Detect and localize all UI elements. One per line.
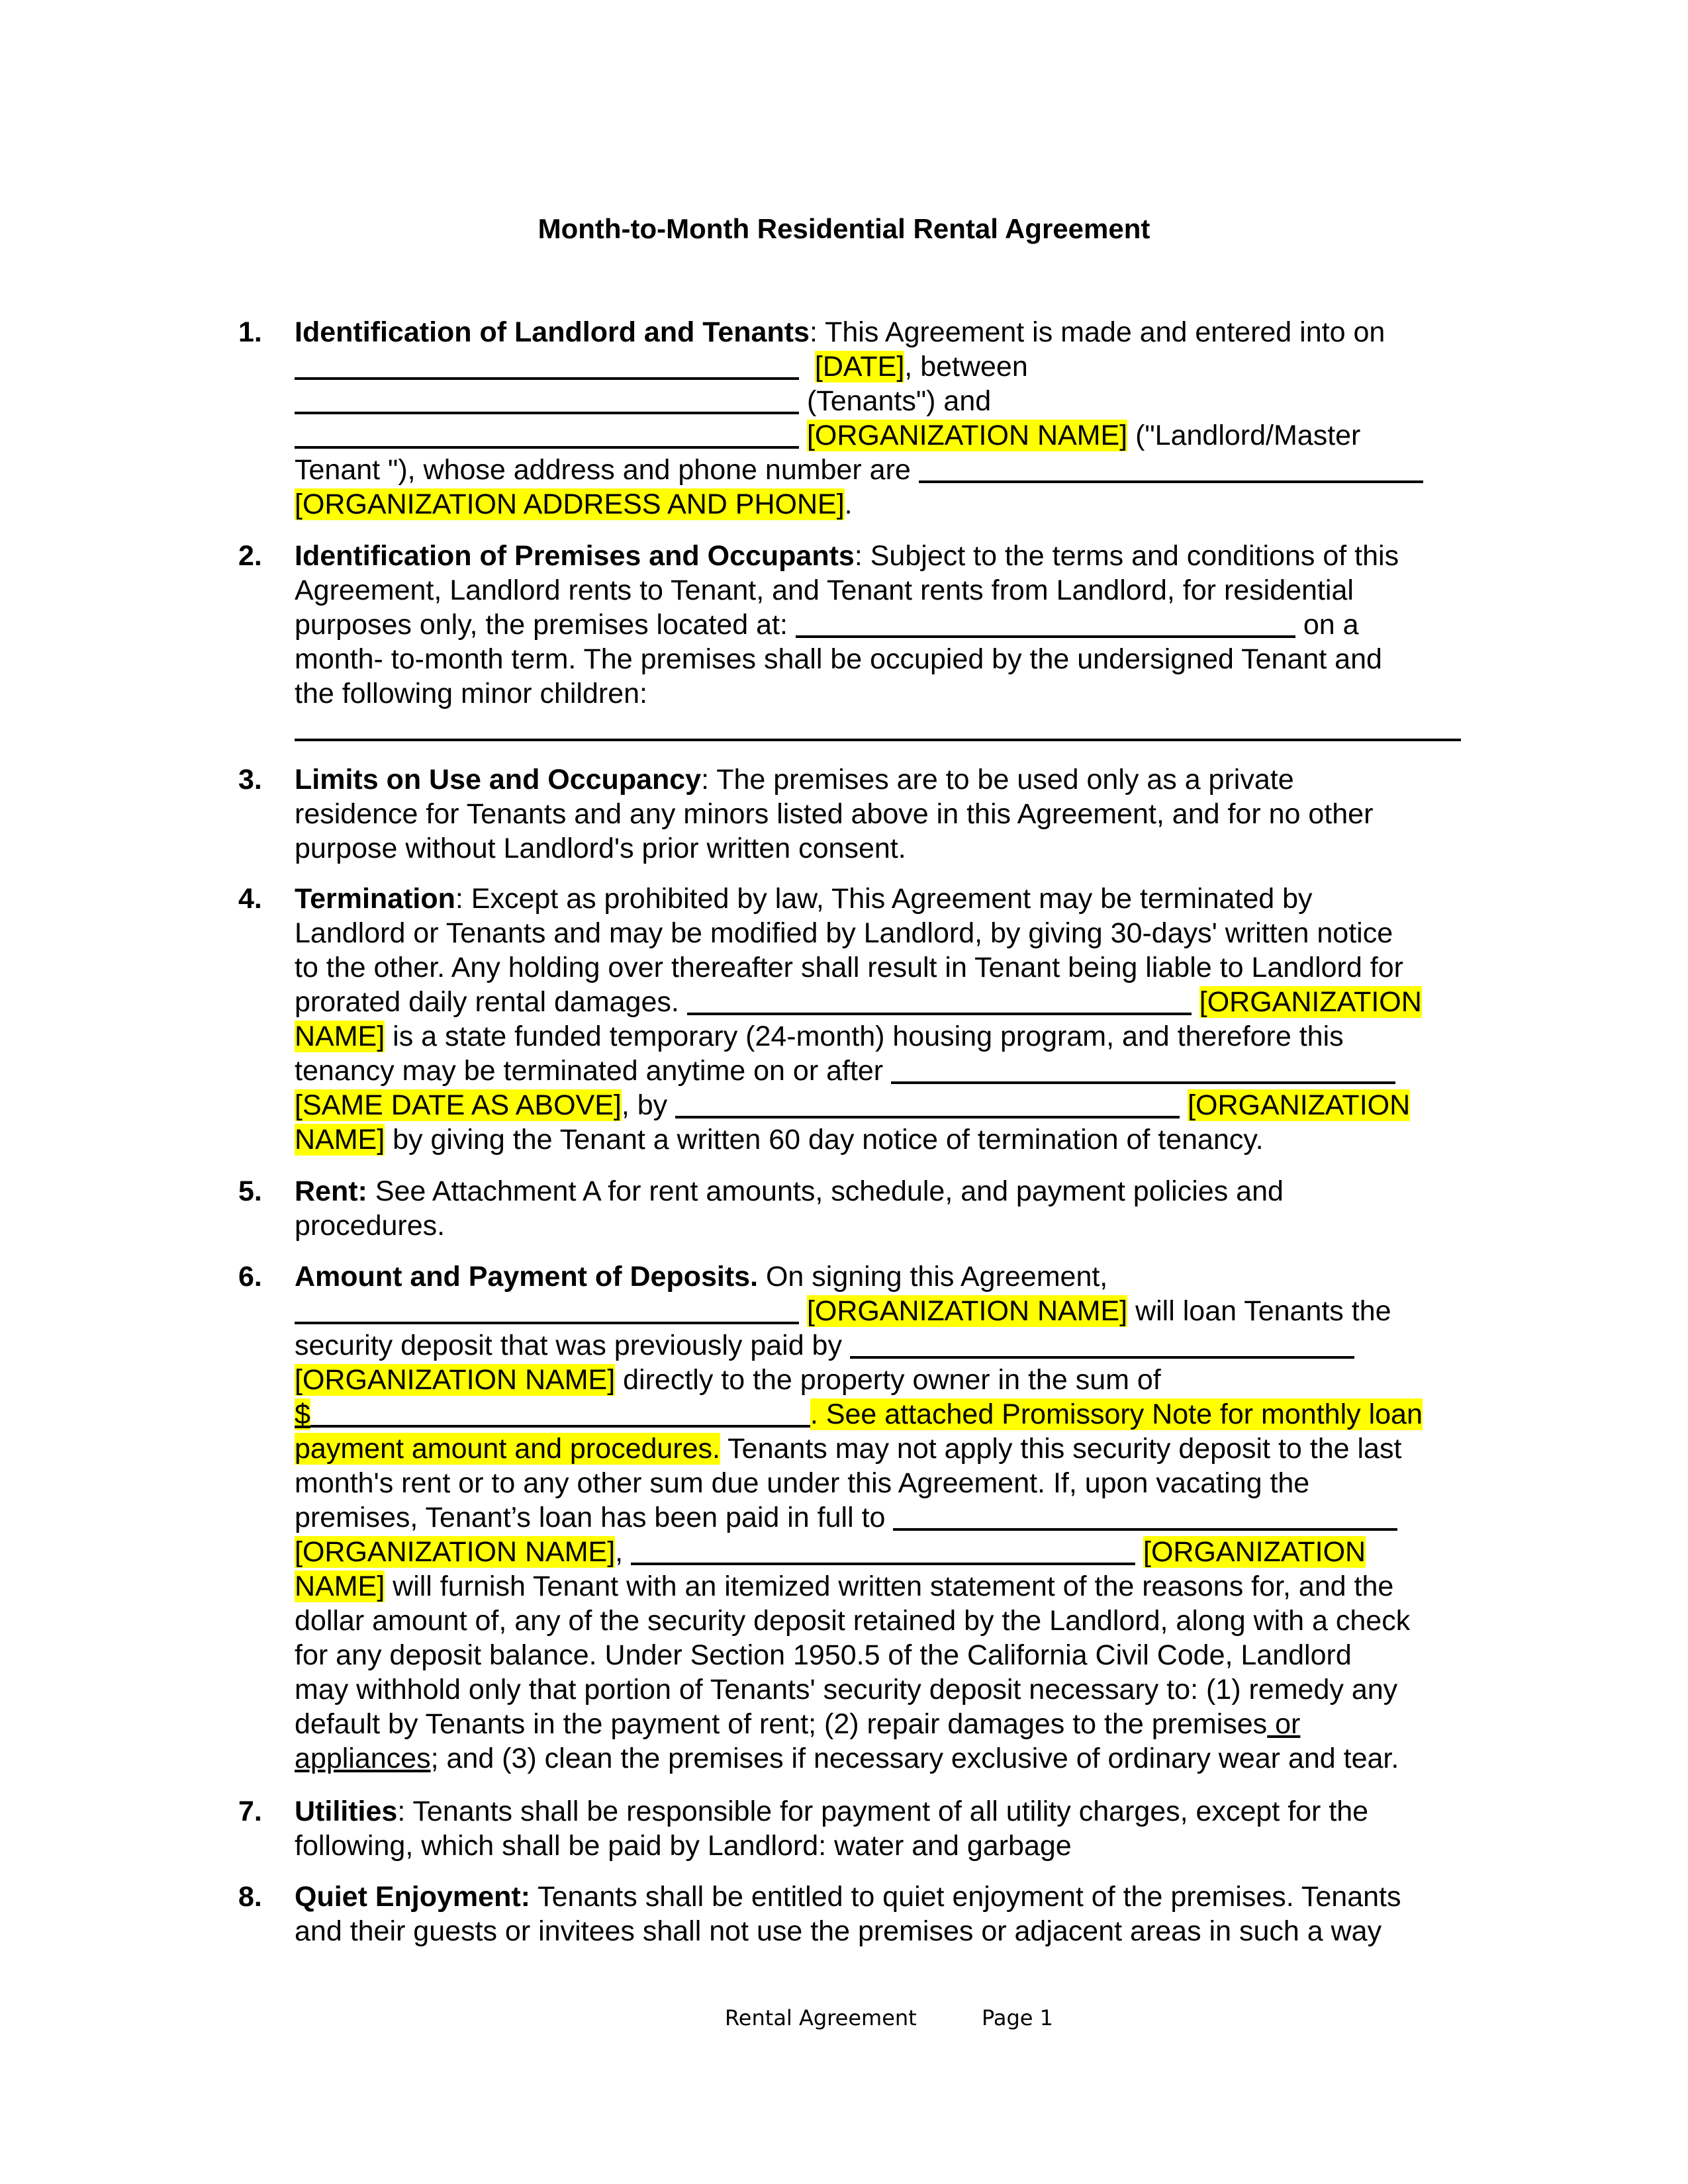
text: tenancy may be terminated anytime on or after [295, 1055, 892, 1087]
blank-field[interactable] [687, 986, 1192, 1015]
section-heading: Limits on Use and Occupancy [295, 764, 702, 796]
section-number: 5. [238, 1175, 262, 1207]
text: to the other. Any holding over thereafter shall result in Tenant being liable to Landlord for [295, 952, 1403, 983]
section-heading: Rent: [295, 1175, 367, 1207]
placeholder-org-address: [ORGANIZATION ADDRESS AND PHONE] [295, 488, 845, 520]
section-heading: Identification of Premises and Occupants [295, 540, 855, 572]
placeholder-org-name: [ORGANIZATION [1143, 1536, 1366, 1568]
blank-landlord-field[interactable] [295, 420, 799, 449]
blank-deposit-amount-field[interactable] [310, 1398, 810, 1428]
dollar-sign: $ [295, 1398, 310, 1430]
blank-premises-address-field[interactable] [796, 609, 1295, 638]
section-number: 7. [238, 1796, 262, 1827]
section-heading: Utilities [295, 1796, 398, 1827]
blank-field[interactable] [850, 1330, 1354, 1359]
text: on a [1295, 609, 1359, 641]
text: On signing this Agreement, [758, 1261, 1108, 1293]
text: premises, Tenant’s loan has been paid in full to [295, 1502, 894, 1533]
section-heading: Termination [295, 883, 455, 915]
promissory-note-text: payment amount and procedures. [295, 1433, 721, 1465]
section-number: 2. [238, 540, 262, 572]
text: Tenants shall be entitled to quiet enjoyment of the premises. Tenants [530, 1881, 1401, 1913]
blank-date-field[interactable] [295, 351, 799, 380]
section-heading: Quiet Enjoyment: [295, 1881, 530, 1913]
document-title: Month-to-Month Residential Rental Agreement [538, 213, 1150, 244]
text: (Tenants") and [806, 385, 992, 417]
text: purpose without Landlord's prior written consent. [295, 833, 906, 864]
text: : Tenants shall be responsible for payment of all utility charges, except for the [397, 1796, 1369, 1827]
text: default by Tenants in the payment of rent; (2) repair damages to the premises [295, 1708, 1268, 1740]
placeholder-same-date: [SAME DATE AS ABOVE] [295, 1089, 622, 1121]
text: procedures. [295, 1210, 445, 1242]
underlined-text: appliances [295, 1743, 431, 1774]
placeholder-date: [DATE] [814, 351, 905, 383]
text: and their guests or invitees shall not use the premises or adjacent areas in such a way [295, 1915, 1382, 1947]
text: , [615, 1536, 632, 1568]
section-number: 1. [238, 316, 262, 348]
text: , between [904, 351, 1028, 383]
text: residence for Tenants and any minors listed above in this Agreement, and for no other [295, 798, 1374, 830]
blank-field[interactable] [893, 1502, 1397, 1531]
placeholder-org-name: NAME] [295, 1021, 385, 1052]
blank-field[interactable] [675, 1089, 1180, 1118]
placeholder-org-name: NAME] [295, 1570, 385, 1602]
blank-field[interactable] [631, 1536, 1135, 1565]
placeholder-org-name: [ORGANIZATION NAME] [806, 420, 1128, 451]
text: will furnish Tenant with an itemized written statement of the reasons for, and the [385, 1570, 1394, 1602]
text: Tenants may not apply this security deposit to the last [720, 1433, 1402, 1465]
text: ; and (3) clean the premises if necessary exclusive of ordinary wear and tear. [430, 1743, 1399, 1774]
section-number: 6. [238, 1261, 262, 1293]
underlined-text: or [1267, 1708, 1301, 1740]
promissory-note-text: . See attached Promissory Note for monthly loan [810, 1398, 1423, 1430]
blank-address-field[interactable] [919, 454, 1423, 483]
section-number: 4. [238, 883, 262, 915]
text: is a state funded temporary (24-month) housing program, and therefore this [385, 1021, 1344, 1052]
text: : This Agreement is made and entered into on [809, 316, 1385, 348]
text: will loan Tenants the [1127, 1295, 1391, 1327]
text: : Except as prohibited by law, This Agreement may be terminated by [455, 883, 1313, 915]
text: following, which shall be paid by Landlord: water and garbage [295, 1830, 1072, 1862]
text: month- to-month term. The premises shall be occupied by the undersigned Tenant and [295, 643, 1382, 675]
text: : Subject to the terms and conditions of this [854, 540, 1399, 572]
text: , by [621, 1089, 676, 1121]
text: by giving the Tenant a written 60 day notice of termination of tenancy. [385, 1124, 1264, 1156]
footer-document-name: Rental Agreement [725, 2005, 917, 2030]
placeholder-org-name: [ORGANIZATION NAME] [295, 1536, 616, 1568]
text: dollar amount of, any of the security deposit retained by the Landlord, along with a check [295, 1605, 1411, 1637]
text: for any deposit balance. Under Section 1950.5 of the California Civil Code, Landlord [295, 1639, 1352, 1671]
footer-page-number: Page 1 [982, 2005, 1053, 2030]
text: See Attachment A for rent amounts, schedule, and payment policies and [367, 1175, 1284, 1207]
section-number: 8. [238, 1881, 262, 1913]
text: the following minor children: [295, 678, 647, 709]
text: Tenant "), whose address and phone number are [295, 454, 919, 486]
placeholder-org-name: [ORGANIZATION [1199, 986, 1422, 1018]
text: ("Landlord/Master [1127, 420, 1361, 451]
text: : The premises are to be used only as a private [701, 764, 1294, 796]
blank-tenants-field[interactable] [295, 385, 799, 414]
placeholder-org-name: [ORGANIZATION NAME] [806, 1295, 1128, 1327]
text: may withhold only that portion of Tenants' security deposit necessary to: (1) remedy any [295, 1674, 1398, 1706]
blank-minor-children-field[interactable] [295, 712, 1461, 741]
text: directly to the property owner in the sum of [615, 1364, 1161, 1396]
section-number: 3. [238, 764, 262, 796]
text: purposes only, the premises located at: [295, 609, 796, 641]
blank-termination-date-field[interactable] [891, 1055, 1395, 1084]
text: Agreement, Landlord rents to Tenant, and Tenant rents from Landlord, for residential [295, 574, 1354, 606]
text: prorated daily rental damages. [295, 986, 687, 1018]
placeholder-org-name: [ORGANIZATION [1188, 1089, 1411, 1121]
section-heading: Amount and Payment of Deposits. [295, 1261, 759, 1293]
placeholder-org-name: [ORGANIZATION NAME] [295, 1364, 616, 1396]
section-heading: Identification of Landlord and Tenants [295, 316, 810, 348]
text: security deposit that was previously paid by [295, 1330, 850, 1361]
text: Landlord or Tenants and may be modified by Landlord, by giving 30-days' written notice [295, 917, 1393, 949]
text: month's rent or to any other sum due under this Agreement. If, upon vacating the [295, 1467, 1310, 1499]
text: . [844, 488, 853, 520]
blank-field[interactable] [295, 1295, 799, 1324]
placeholder-org-name: NAME] [295, 1124, 385, 1156]
